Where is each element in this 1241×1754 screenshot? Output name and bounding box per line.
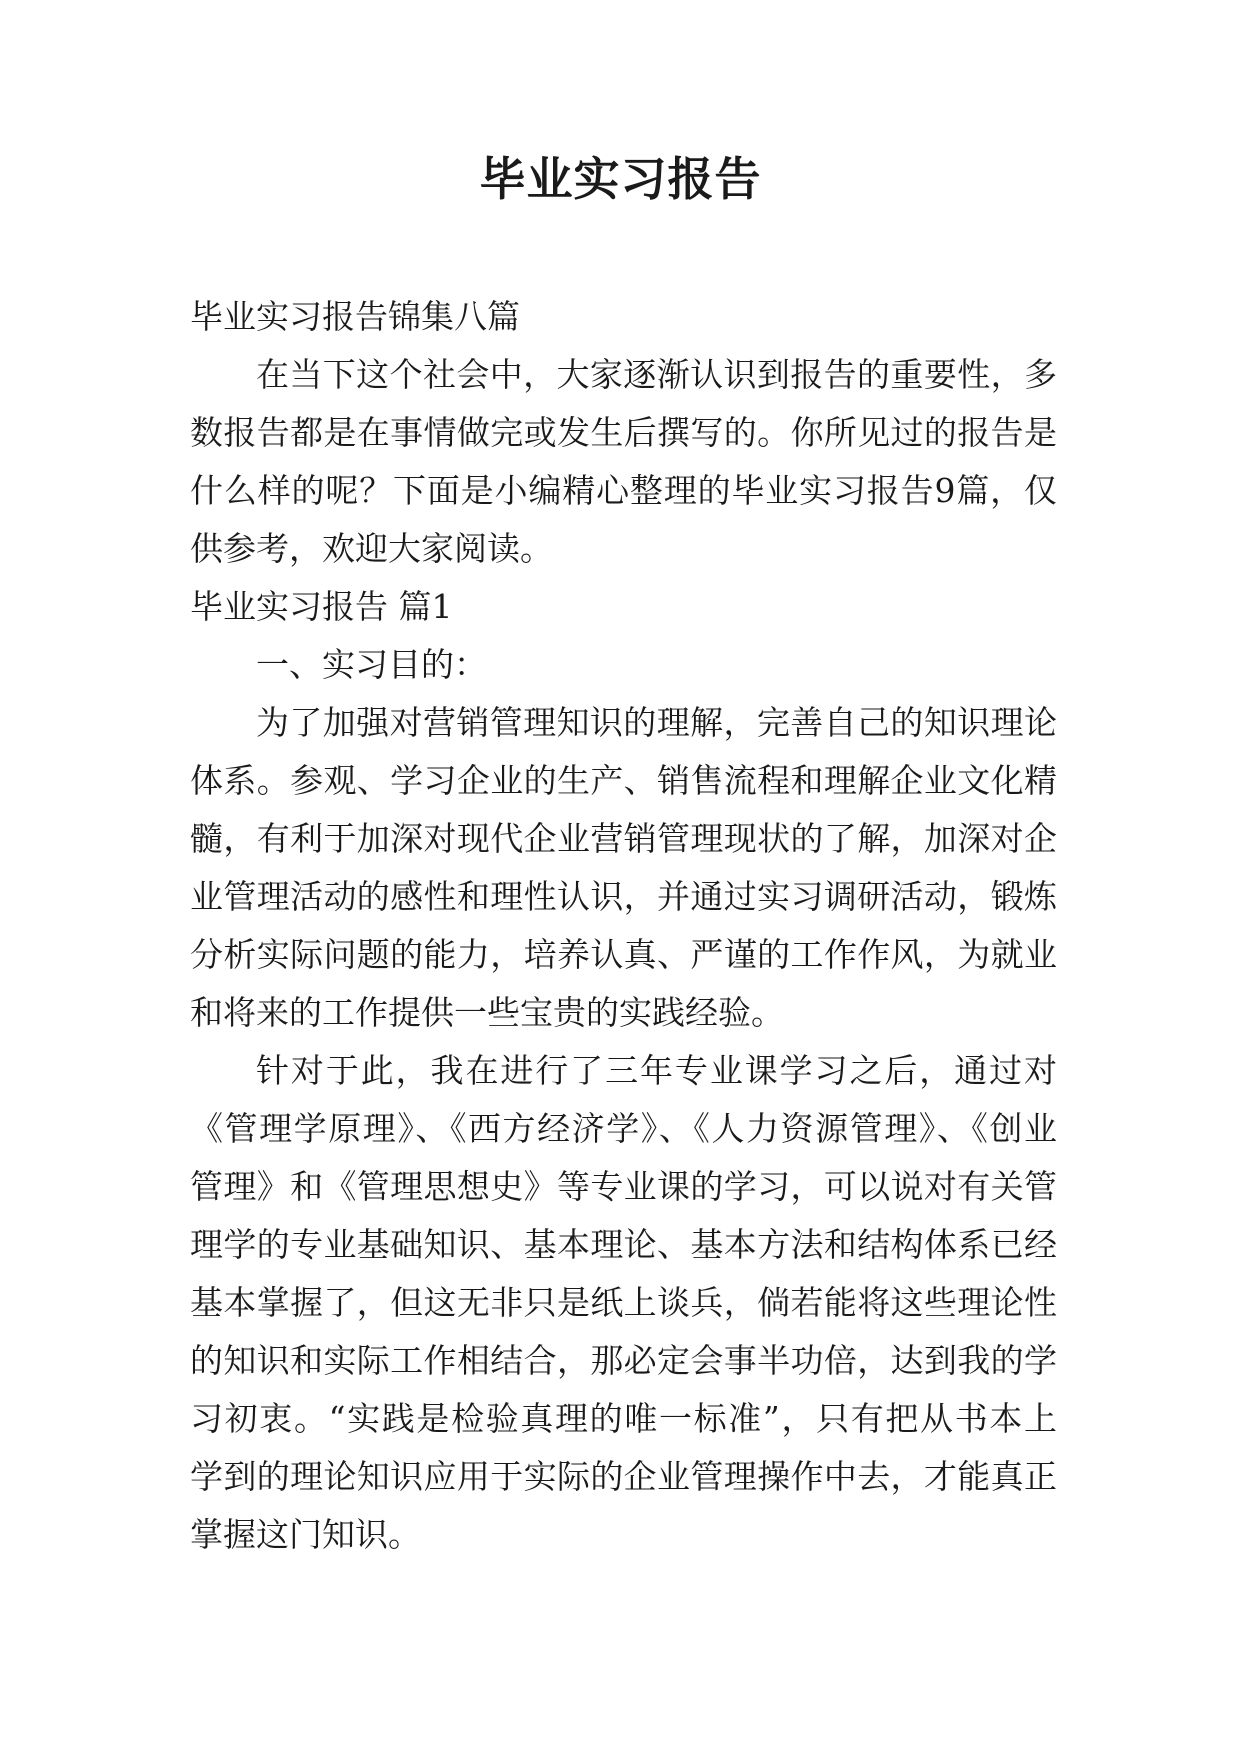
document-title: 毕业实习报告 <box>479 152 762 206</box>
document-body <box>190 288 1057 1564</box>
paragraph-line: 体系。参观、学习企业的生产、销售流程和理解企业文化精 <box>190 761 1057 800</box>
paragraph-line: 《管理学原理》、《西方经济学》、《人力资源管理》、《创业 <box>190 1109 1057 1148</box>
subtitle-line: 毕业实习报告锦集八篇 <box>190 297 520 336</box>
paragraph-line: 掌握这门知识。 <box>190 1515 421 1554</box>
intro-line: 数报告都是在事情做完或发生后撰写的。你所见过的报告是 <box>190 413 1057 452</box>
paragraph-line: 为了加强对营销管理知识的理解，完善自己的知识理论 <box>256 703 1057 742</box>
purpose-heading: 一、实习目的： <box>256 645 487 684</box>
paragraph-line: 管理》和《管理思想史》等专业课的学习，可以说对有关管 <box>190 1167 1057 1206</box>
paragraph-line: 基本掌握了，但这无非只是纸上谈兵，倘若能将这些理论性 <box>190 1283 1057 1322</box>
paragraph-line: 髓，有利于加深对现代企业营销管理现状的了解，加深对企 <box>190 819 1057 858</box>
section-heading: 毕业实习报告 篇1 <box>190 587 453 626</box>
paragraph-line: 理学的专业基础知识、基本理论、基本方法和结构体系已经 <box>190 1225 1057 1264</box>
paragraph-line: 习初衷。“实践是检验真理的唯一标准”，只有把从书本上 <box>190 1399 1057 1438</box>
paragraph-line: 学到的理论知识应用于实际的企业管理操作中去，才能真正 <box>190 1457 1057 1496</box>
paragraph-line: 的知识和实际工作相结合，那必定会事半功倍，达到我的学 <box>190 1341 1057 1380</box>
paragraph-line: 分析实际问题的能力，培养认真、严谨的工作作风，为就业 <box>190 935 1057 974</box>
paragraph-line: 业管理活动的感性和理性认识，并通过实习调研活动，锻炼 <box>190 877 1057 916</box>
intro-line: 供参考，欢迎大家阅读。 <box>190 529 553 568</box>
intro-line: 在当下这个社会中，大家逐渐认识到报告的重要性，多 <box>256 355 1057 394</box>
paragraph-line: 针对于此，我在进行了三年专业课学习之后，通过对 <box>256 1051 1057 1090</box>
intro-line: 什么样的呢？下面是小编精心整理的毕业实习报告9篇，仅 <box>190 471 1057 510</box>
paragraph-line: 和将来的工作提供一些宝贵的实践经验。 <box>190 993 784 1032</box>
